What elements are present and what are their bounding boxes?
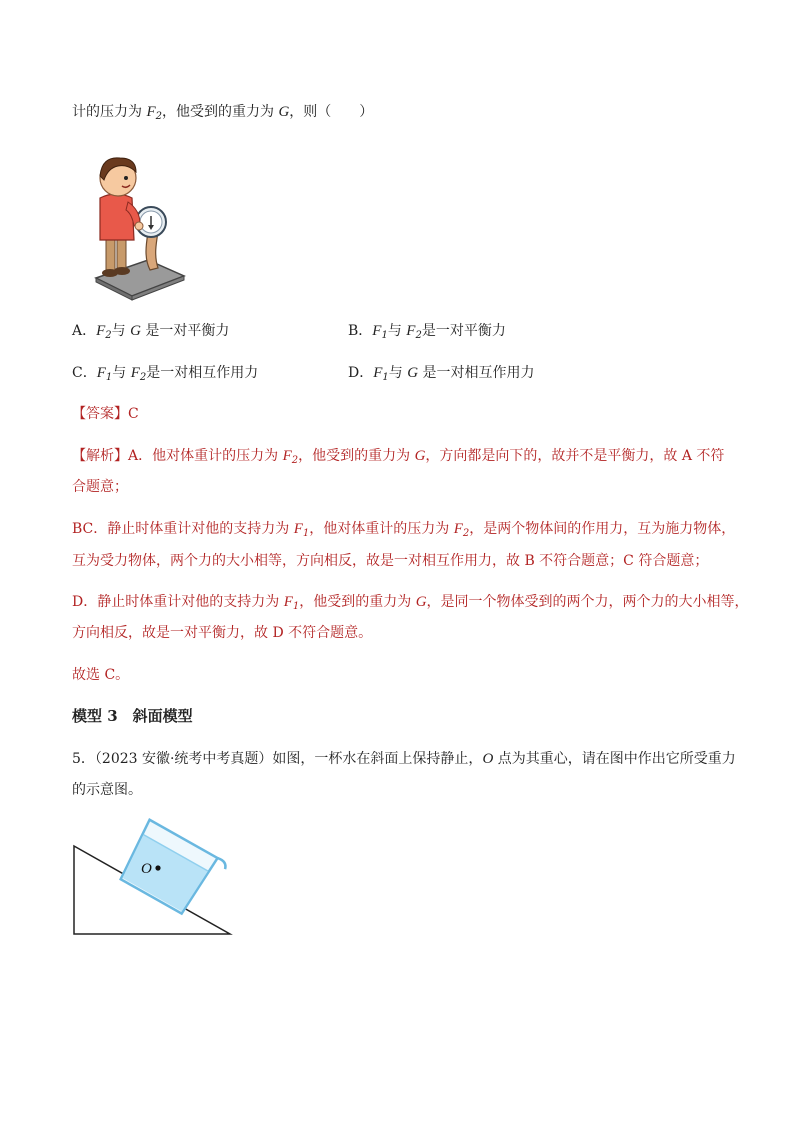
q5-line2: 的示意图。 — [72, 782, 142, 798]
answer-value: C — [128, 406, 139, 422]
q4-option-d: D．$F_1$与 G 是一对相互作用力 — [348, 365, 535, 383]
incline-cup-figure — [70, 816, 240, 940]
conclusion-line: 故选 C。 — [72, 667, 130, 683]
q4-option-b: B．$F_1$与 $F_2$是一对平衡力 — [348, 323, 506, 341]
q5-line1: 5．（2023 安徽·统考中考真题）如图，一杯水在斜面上保持静止，O 点为其重心，请在图中作出它所受重力 — [72, 751, 736, 767]
answer-line — [72, 404, 139, 424]
analysis-a-line2: 合题意； — [72, 479, 128, 495]
center-of-gravity-label: O — [141, 861, 152, 877]
analysis-a-line1: 【解析】A．他对体重计的压力为 $F_2$，他受到的重力为 G，方向都是向下的，故并不是平衡力，故 A 不符 — [72, 448, 725, 466]
section-heading: 模型 3 斜面模型 — [72, 707, 193, 725]
analysis-d-line1: D．静止时体重计对他的支持力为 $F_1$，他受到的重力为 G，是同一个物体受到的两个力，两个力的大小相等， — [72, 594, 749, 612]
q4-stem-end: 计的压力为 $F_2$，他受到的重力为 G，则（ ） — [72, 104, 374, 122]
boy-on-scale-illustration — [88, 150, 188, 300]
analysis-bc-line2: 互为受力物体，两个力的大小相等，方向相反，故是一对相互作用力，故 B 不符合题意；C 符合题意； — [72, 553, 709, 569]
q4-option-c: C．$F_1$与 $F_2$是一对相互作用力 — [72, 365, 259, 383]
analysis-bc-line1: BC．静止时体重计对他的支持力为 $F_1$，他对体重计的压力为 $F_2$，是两个物体间的作用力，互为施力物体， — [72, 521, 736, 539]
center-of-gravity-dot — [155, 865, 160, 870]
analysis-label: 【解析】 — [72, 448, 128, 464]
analysis-d-line2: 方向相反，故是一对平衡力，故 D 不符合题意。 — [72, 625, 373, 641]
q4-option-a: A．$F_2$与 G 是一对平衡力 — [72, 323, 230, 341]
answer-label: 【答案】 — [72, 406, 128, 422]
